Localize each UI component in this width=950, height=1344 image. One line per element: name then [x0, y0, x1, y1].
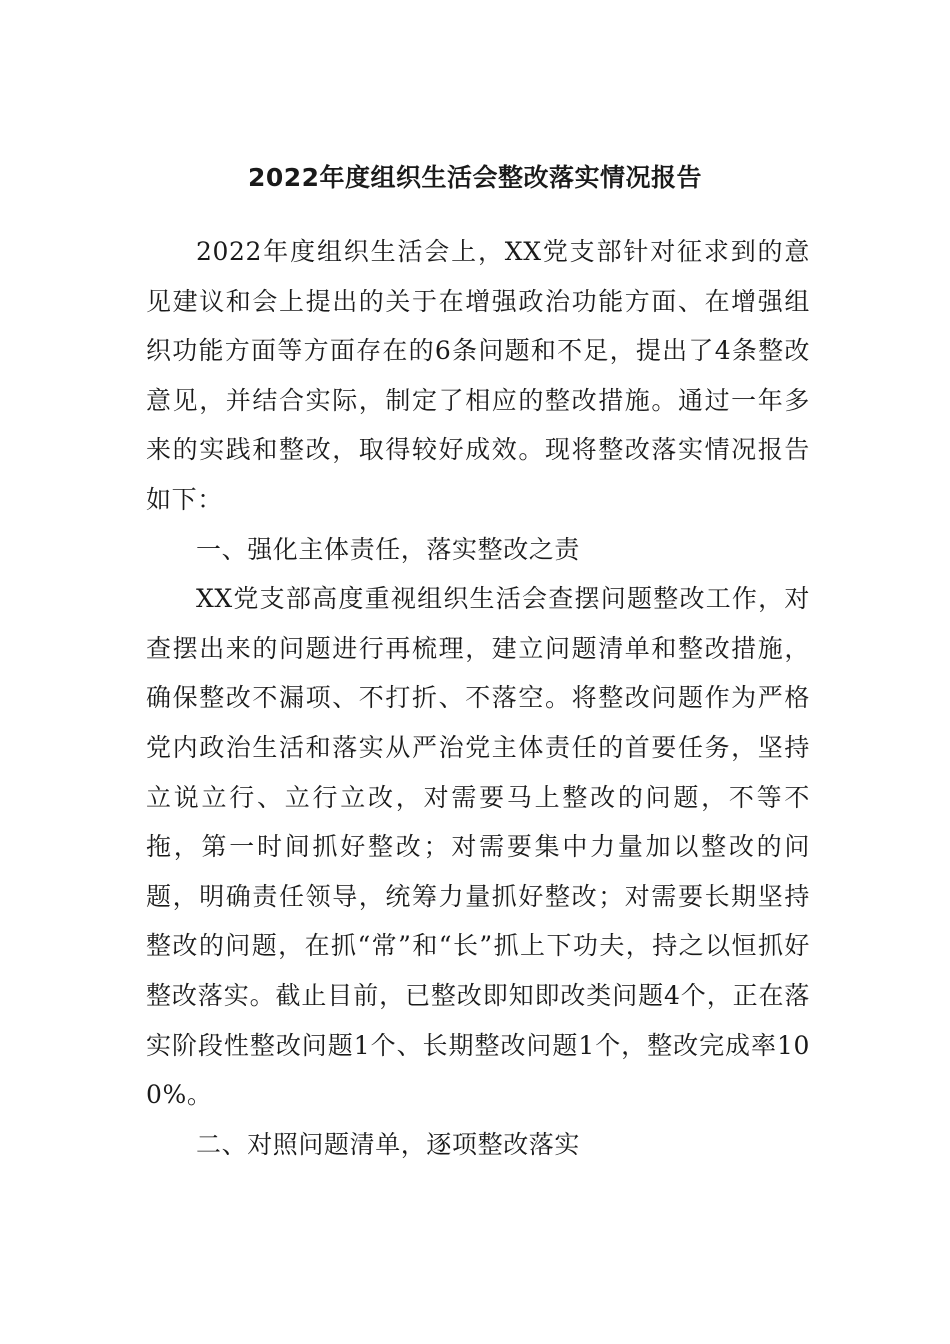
document-title: 2022年度组织生活会整改落实情况报告: [247, 163, 703, 192]
intro-paragraph: 2022年度组织生活会上，XX党支部针对征求到的意见建议和会上提出的关于在增强政治功能方面、在增强组织功能方面等方面存在的6条问题和不足，提出了4条整改意见，并结合实际，制定了相应的整改措施。通过一年多来的实践和整改，取得较好成效。现将整改落实情况报告如下：: [146, 237, 810, 514]
section-1-paragraph: XX党支部高度重视组织生活会查摆问题整改工作，对查摆出来的问题进行再梳理，建立问题清单和整改措施，确保整改不漏项、不打折、不落空。将整改问题作为严格党内政治生活和落实从严治党主体责任的首要任务，坚持立说立行、立行立改，对需要马上整改的问题，不等不拖，第一时间抓好整改；对需要集中力量加以整改的问题，明确责任领导，统筹力量抓好整改；对需要长期坚持整改的问题，在抓“常”和“长”抓上下功夫，持之以恒抓好整改落实。截止目前，已整改即知即改类问题4个，正在落实阶段性整改问题1个、长期整改问题1个，整改完成率100%。: [146, 584, 810, 1110]
section-2-heading: 二、对照问题清单，逐项整改落实: [196, 1129, 581, 1159]
document-body: [146, 227, 810, 1169]
section-1-heading: 一、强化主体责任，落实整改之责: [196, 534, 581, 564]
